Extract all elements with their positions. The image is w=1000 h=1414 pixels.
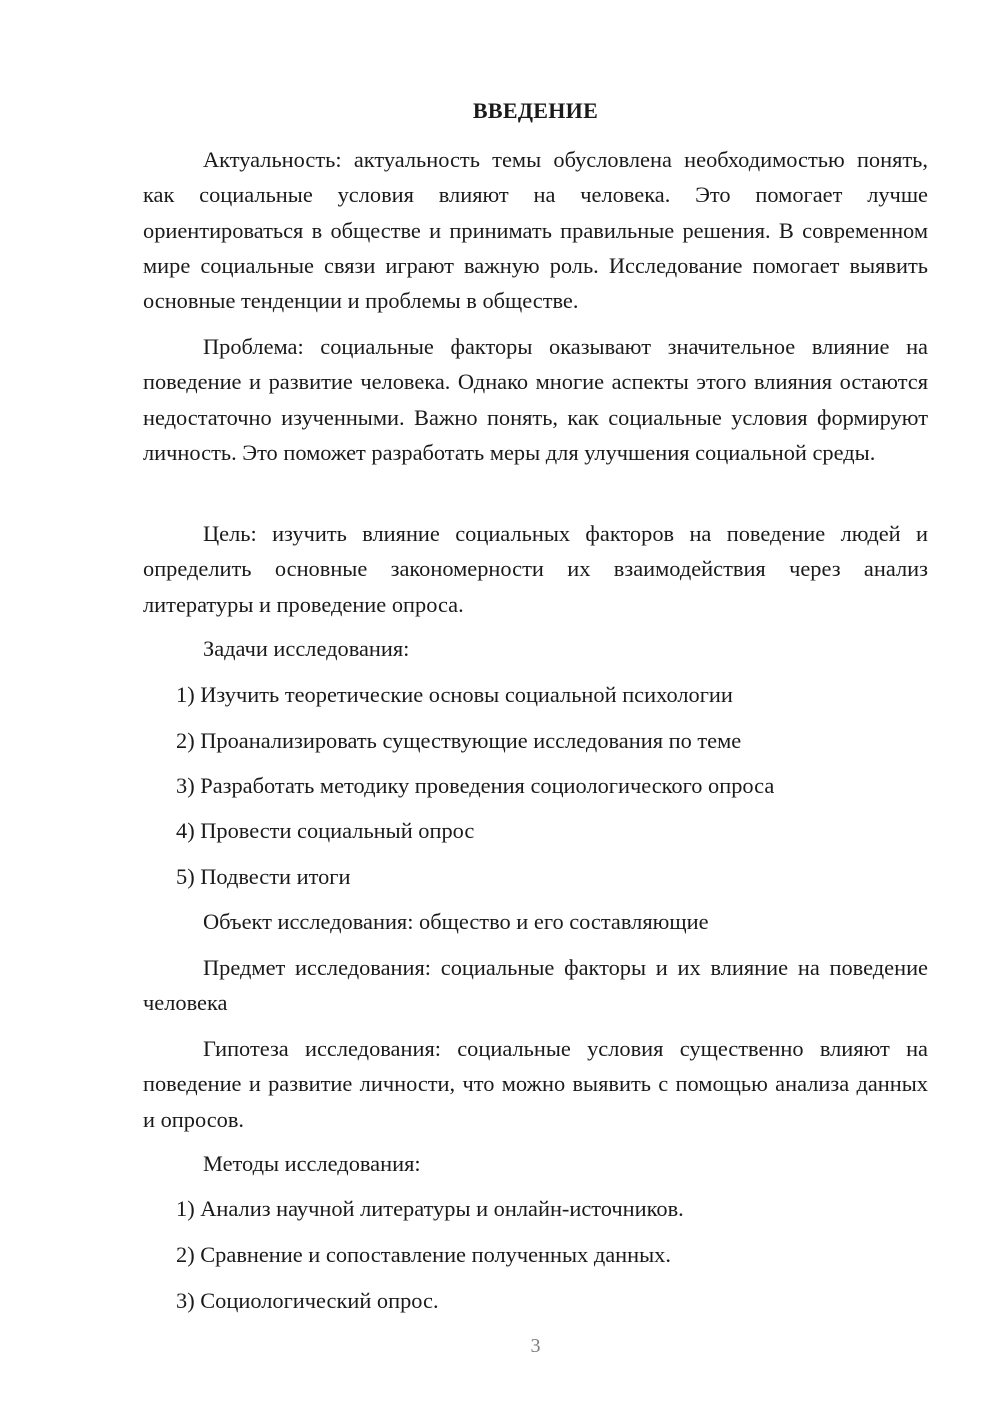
method-item: 3) Социологический опрос. [176,1288,439,1313]
subject-paragraph: Предмет исследования: социальные факторы и их влияние на поведение человека [143,955,928,1016]
page-number: 3 [530,1335,541,1357]
methods-title: Методы исследования: [203,1151,421,1176]
task-item: 3) Разработать методику проведения социологического опроса [176,773,775,798]
goal-paragraph: Цель: изучить влияние социальных факторов на поведение людей и определить основные закономерности их взаимодействия через анализ литературы и проведение опроса. [143,521,928,617]
section-heading: ВВЕДЕНИЕ [472,98,599,123]
relevance-paragraph: Актуальность: актуальность темы обусловлена необходимостью понять, как социальные условия влияют на человека. Это помогает лучше ориентироваться в обществе и принимать правильные решения. В современном мире социальные связи играют важную роль. Исследование помогает выявить основные тенденции и проблемы в обществе. [143,147,928,314]
object-paragraph: Объект исследования: общество и его составляющие [203,909,709,934]
task-item: 1) Изучить теоретические основы социальной психологии [176,682,733,707]
method-item: 2) Сравнение и сопоставление полученных данных. [176,1242,671,1267]
task-item: 2) Проанализировать существующие исследования по теме [176,728,742,753]
method-item: 1) Анализ научной литературы и онлайн-источников. [176,1196,684,1221]
tasks-title: Задачи исследования: [203,636,410,661]
problem-paragraph: Проблема: социальные факторы оказывают значительное влияние на поведение и развитие человека. Однако многие аспекты этого влияния остаются недостаточно изученными. Важно понять, как социальные условия формируют личность. Это поможет разработать меры для улучшения социальной среды. [143,334,928,465]
task-item: 4) Провести социальный опрос [176,818,475,843]
task-item: 5) Подвести итоги [176,864,351,889]
hypothesis-paragraph: Гипотеза исследования: социальные условия существенно влияют на поведение и развитие личности, что можно выявить с помощью анализа данных и опросов. [143,1036,928,1132]
